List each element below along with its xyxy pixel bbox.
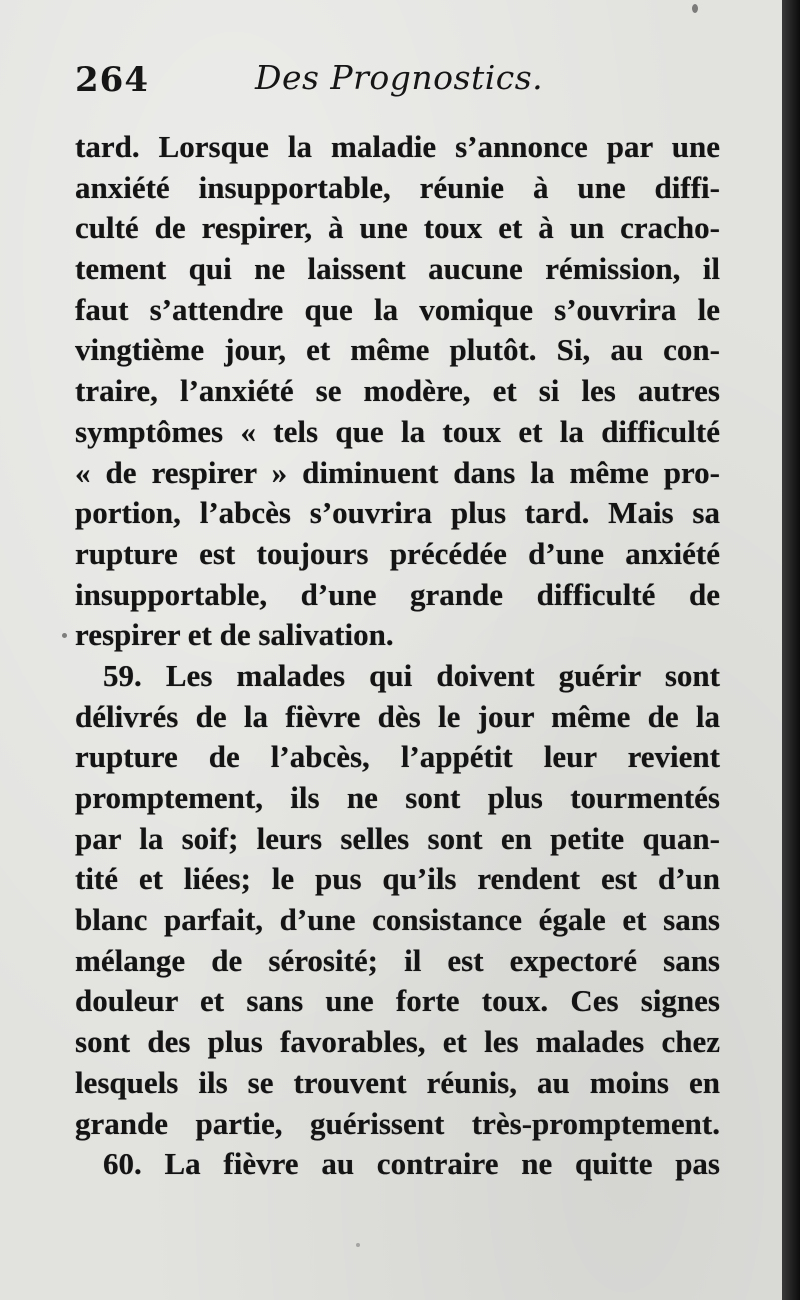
text-line: traire, l’anxiété se modère, et si les autres [75,373,720,409]
text-line: tement qui ne laissent aucune rémission, il [75,251,720,287]
text-line: délivrés de la fièvre dès le jour même de la [75,698,720,734]
text-line: rupture est toujours précédée d’une anxiété [75,535,720,571]
text-line: mélange de sérosité; il est expectoré sans [75,942,720,978]
text-line: promptement, ils ne sont plus tourmentés [75,780,720,815]
ink-speck [692,4,698,13]
text-line: tité et liées; le pus qu’ils rendent est d’un [75,861,720,897]
text-line: douleur et sans une forte toux. Ces signes [75,983,720,1019]
text-line: respirer et de salivation. [75,617,394,653]
text-line: insupportable, d’une grande difficulté de [75,576,720,612]
text-line: rupture de l’abcès, l’appétit leur revient [75,739,720,775]
text-line: blanc parfait, d’une consistance égale et sans [75,902,720,938]
text-line: portion, l’abcès s’ouvrira plus tard. Mais sa [75,495,720,531]
text-line: culté de respirer, à une toux et à un cracho- [75,210,720,246]
body-text [75,127,720,1185]
running-title: Des Prognostics. [255,58,544,97]
text-line: lesquels ils se trouvent réunis, au moins en [75,1064,720,1100]
text-line: « de respirer » diminuent dans la même pro- [75,454,720,490]
text-line: 59. Les malades qui doivent guérir sont [103,657,720,693]
page-header [75,52,735,108]
page-number: 264 [75,60,149,100]
text-line: grande partie, guérissent très-promptement. [75,1105,720,1141]
text-line: par la soif; leurs selles sont en petite quan- [75,820,720,856]
text-line: vingtième jour, et même plutôt. Si, au con- [75,332,720,368]
ink-speck [62,633,67,638]
text-line: 60. La fièvre au contraire ne quitte pas [103,1146,720,1182]
ink-speck [356,1243,360,1247]
text-line: sont des plus favorables, et les malades chez [75,1024,720,1060]
text-line: faut s’attendre que la vomique s’ouvrira le [75,291,720,327]
page-edge-shadow [782,0,800,1300]
text-line: anxiété insupportable, réunie à une diffi- [75,169,720,205]
text-line: tard. Lorsque la maladie s’annonce par une [75,129,720,164]
text-line: symptômes « tels que la toux et la difficulté [75,413,720,449]
